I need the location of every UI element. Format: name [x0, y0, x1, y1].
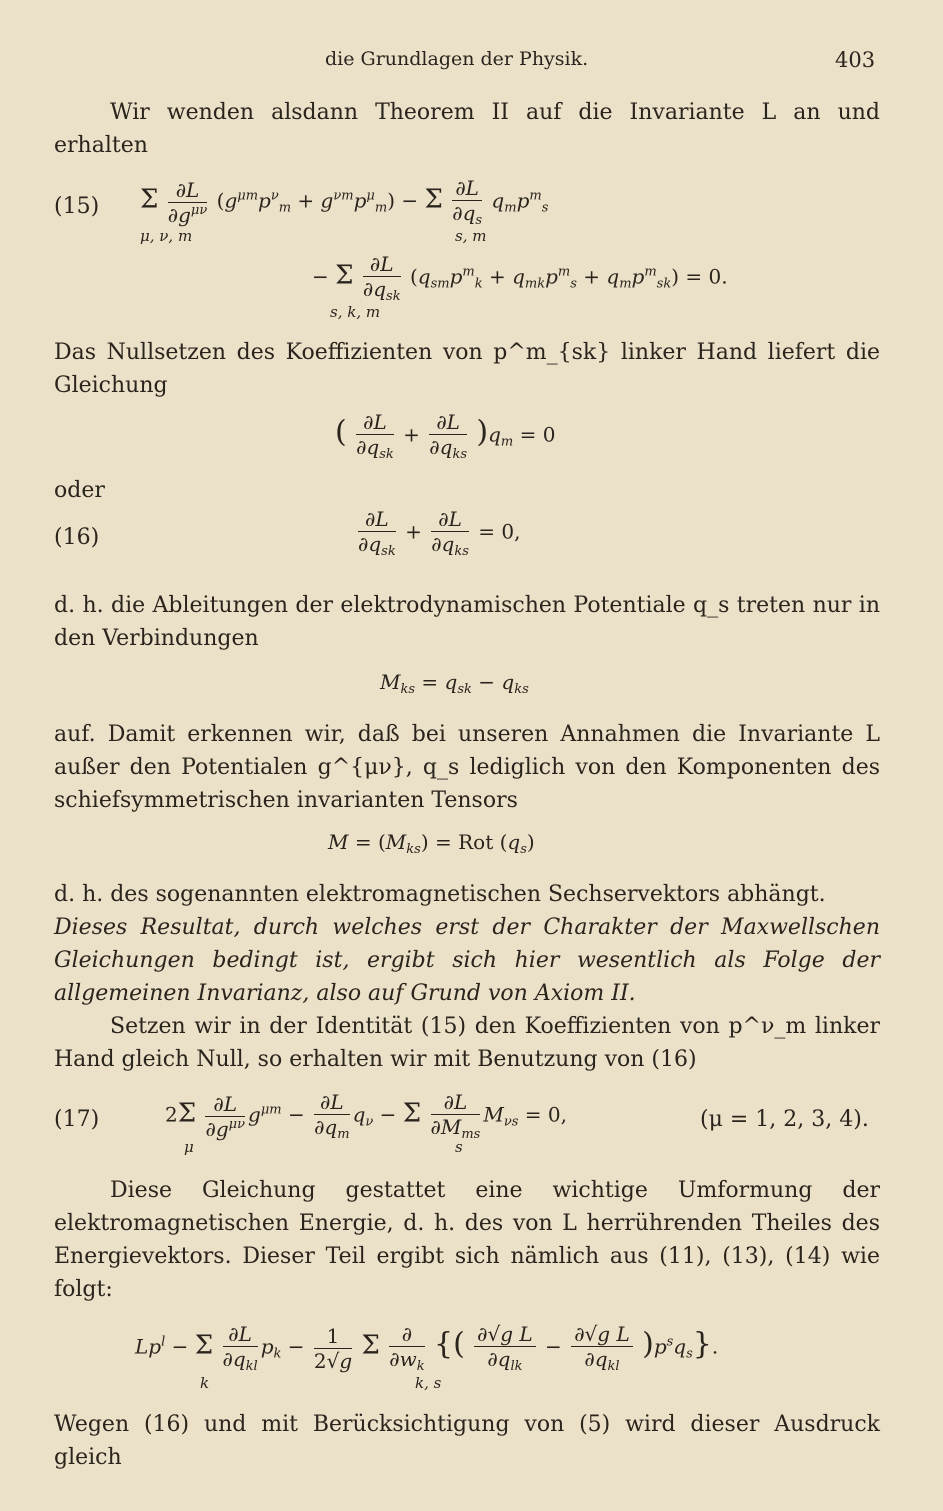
equation-17-index-mu: μ [184, 1138, 194, 1156]
page-header [0, 48, 943, 78]
equation-number-15: (15) [54, 194, 100, 219]
equation-energy-index-k: k [200, 1374, 210, 1392]
equation-17-index-s: s [455, 1138, 463, 1156]
paragraph-damit: auf. Damit erkennen wir, daß bei unseren Annahmen die Invariante L außer den Potentialen g^{μν}, q_s lediglich von den Komponenten des schiefsymmetrischen invarianten Tensors [54, 722, 880, 813]
equation-coefficient: ( $\frac{\partial L}{\partial q_{sk}}$ + $\frac{\partial L}{\partial q_{ks}}$ )$q_m = 0$ [335, 410, 556, 462]
paragraph-setzen: Setzen wir in der Identität (15) den Koeffizienten von p^ν_m linker Hand gleich Null, so erhalten wir mit Benutzung von (16) [54, 1014, 880, 1072]
equation-energy-index-ks: k, s [415, 1374, 442, 1392]
equation-15-index-3: s, k, m [330, 303, 381, 321]
equation-number-16: (16) [54, 525, 100, 550]
equation-m-ks: $M_{ks} = q_{sk} - q_{ks}$ [380, 670, 529, 697]
equation-17-condition: (μ = 1, 2, 3, 4). [700, 1107, 869, 1132]
paragraph-sechservektor [54, 878, 880, 1010]
paragraph-wegen: Wegen (16) und mit Berücksichtigung von (5) wird dieser Ausdruck gleich [54, 1412, 880, 1470]
paragraph-ableitungen: d. h. die Ableitungen der elektrodynamischen Potentiale q_s treten nur in den Verbindungen [54, 593, 880, 651]
page-number: 403 [835, 48, 876, 72]
equation-rot: $M = (M_{ks})$ = Rot $(q_s)$ [328, 830, 535, 857]
equation-16: $\frac{\partial L}{\partial q_{sk}}$ + $\frac{\partial L}{\partial q_{ks}}$ = 0, [358, 507, 521, 559]
paragraph-theorem: Wir wenden alsdann Theorem II auf die Invariante L an und erhalten [54, 100, 880, 158]
equation-15-index-1: μ, ν, m [140, 227, 193, 245]
equation-number-17: (17) [54, 1107, 100, 1132]
equation-energy: Lp$^l$ − Σ $\frac{\partial L}{\partial q_{kl}}$ $p_k$ − $\frac{1}{2√g}$ Σ $\frac{\partial}{\partial w_k}$ {( $\frac{\text{∂√g L}}{\partial q_{lk}}$ − $\frac{\text{∂√g L}}{\partial q_{kl}}$ )$p^sq_s$}. [135, 1322, 719, 1374]
equation-15-line1: Σ $\frac{\partial L}{\partial g^{\mu\nu}}$ $(g^{\mu m}p^\nu_m + g^{\nu m}p^\mu_m) - \Sigma$ $\frac{\partial L}{\partial q_s}$ $q_mp^m_s$ [140, 176, 549, 228]
equation-17: 2Σ $\frac{\partial L}{\partial g^{\mu\nu}}$ $g^{\mu m}$ − $\frac{\partial L}{\partial q_m}$ $q_\nu - \Sigma$ $\frac{\partial L}{\partial M_{ms}}$ $M_{\nu s} = 0$, [165, 1090, 567, 1142]
paragraph-energie: Diese Gleichung gestattet eine wichtige Umformung der elektromagnetischen Energie, d. h. des von L herrührenden Theiles des Energievektors. Dieser Teil ergibt sich nämlich aus (11), (13), (14) wie folgt: [54, 1178, 880, 1302]
resultat-statement: Dieses Resultat, durch welches erst der Charakter der Maxwellschen Gleichungen bedingt ist, ergibt sich hier wesentlich als Folge der allgemeinen Invarianz, also auf Grund von Axiom II. [54, 915, 880, 1006]
equation-15-line2: − Σ $\frac{\partial L}{\partial q_{sk}}$ $(q_{sm}p^m_k + q_{mk}p^m_s + q_mp^m_{sk}) = 0$. [312, 252, 728, 304]
word-oder: oder [54, 478, 105, 503]
running-title: die Grundlagen der Physik. [325, 48, 589, 70]
paragraph-nullsetzen: Das Nullsetzen des Koeffizienten von p^m_{sk} linker Hand liefert die Gleichung [54, 340, 880, 398]
equation-15-index-2: s, m [455, 227, 487, 245]
sechservektor-line: d. h. des sogenannten elektromagnetischen Sechservektors abhängt. [54, 882, 826, 907]
